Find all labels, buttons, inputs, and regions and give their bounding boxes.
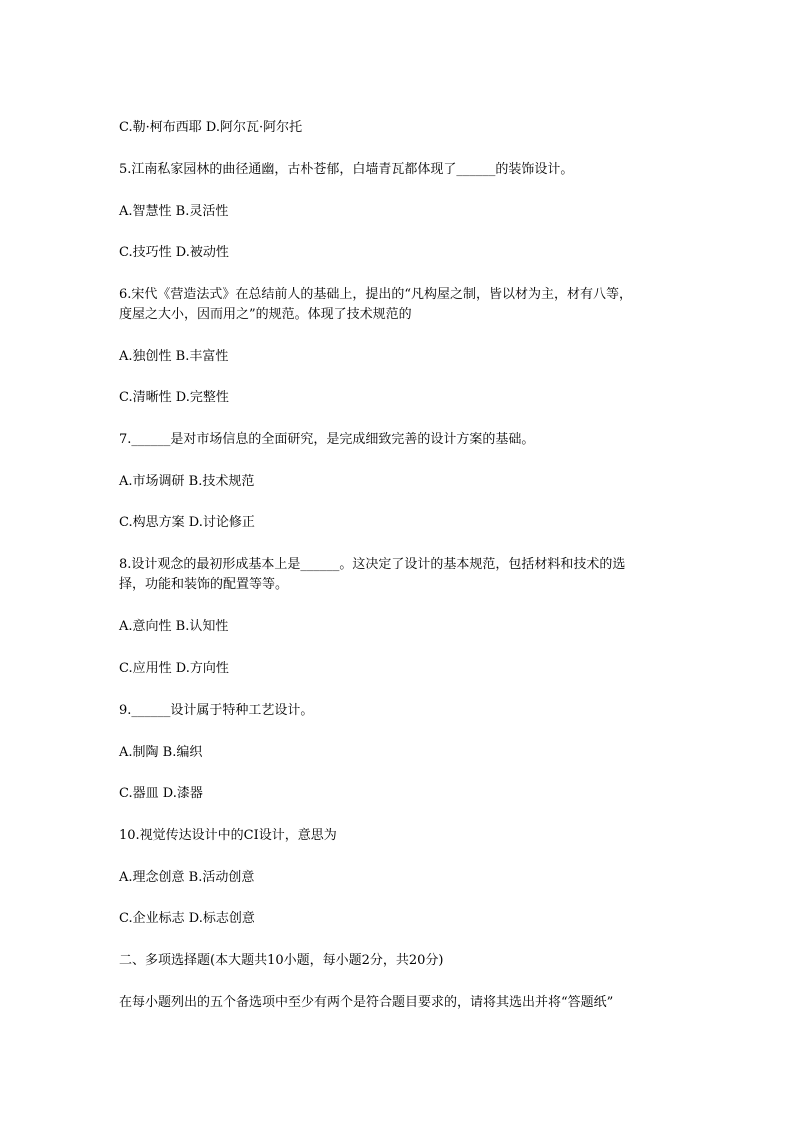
q5-options-ab: A.智慧性 B.灵活性 xyxy=(119,204,229,219)
q8-options-ab: A.意向性 B.认知性 xyxy=(119,619,229,634)
q4-options-cd: C.勒·柯布西耶 D.阿尔瓦·阿尔托 xyxy=(119,120,303,135)
q5-options-cd: C.技巧性 D.被动性 xyxy=(119,245,229,260)
q7-options-ab: A.市场调研 B.技术规范 xyxy=(119,474,255,489)
q6-stem-line2: 度屋之大小，因而用之”的规范。体现了技术规范的 xyxy=(119,307,412,322)
q7-options-cd: C.构思方案 D.讨论修正 xyxy=(119,515,255,530)
q6-stem-line1: 6.宋代《营造法式》在总结前人的基础上，提出的“凡构屋之制，皆以材为主，材有八等， xyxy=(119,287,633,302)
q10-stem: 10.视觉传达设计中的CI设计，意思为 xyxy=(119,828,337,843)
q8-stem-line2: 择，功能和装饰的配置等等。 xyxy=(119,577,289,592)
q7-stem: 7.______是对市场信息的全面研究，是完成细致完善的设计方案的基础。 xyxy=(119,432,535,447)
q9-options-ab: A.制陶 B.编织 xyxy=(119,745,203,760)
q8-stem-line1: 8.设计观念的最初形成基本上是______。这决定了设计的基本规范，包括材料和技术的选 xyxy=(119,557,626,572)
q9-stem: 9.______设计属于特种工艺设计。 xyxy=(119,703,314,718)
q5-stem: 5.江南私家园林的曲径通幽，古朴苍郁，白墙青瓦都体现了______的装饰设计。 xyxy=(119,162,574,177)
q8-options-cd: C.应用性 D.方向性 xyxy=(119,661,229,676)
section-2-heading: 二、多项选择题(本大题共10小题，每小题2分，共20分) xyxy=(119,953,444,968)
q6-options-ab: A.独创性 B.丰富性 xyxy=(119,349,229,364)
q6-options-cd: C.清晰性 D.完整性 xyxy=(119,390,229,405)
q10-options-cd: C.企业标志 D.标志创意 xyxy=(119,911,255,926)
q10-options-ab: A.理念创意 B.活动创意 xyxy=(119,870,255,885)
q9-options-cd: C.器皿 D.漆器 xyxy=(119,786,203,801)
section-2-instructions: 在每小题列出的五个备选项中至少有两个是符合题目要求的，请将其选出并将“答题纸” xyxy=(119,995,614,1010)
